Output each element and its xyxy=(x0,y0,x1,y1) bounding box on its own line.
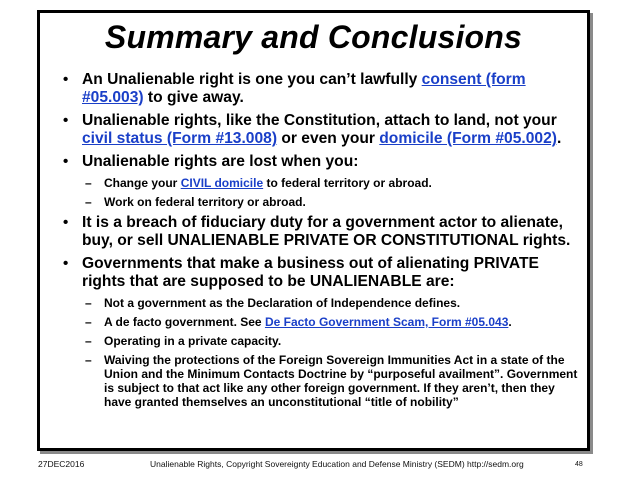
sub-waiving-protections: – Waiving the protections of the Foreign Sovereign Immunities Act in a state of the Union and the Minimum Contacts Doctrine by “purposeful availment”. Government is subject to that act like any other foreign government. If they aren’t, then they have granted themselves an unconstitutional “title of nobility” xyxy=(58,353,578,409)
sub-not-government: – Not a government as the Declaration of Independence defines. xyxy=(58,296,578,310)
slide-frame xyxy=(37,10,590,451)
de-facto-scam-link[interactable]: De Facto Government Scam, Form #05.043 xyxy=(264,315,509,329)
bullet-text: An Unalienable right is one you can’t lawfully xyxy=(82,71,422,88)
bullet-governments-business: • Governments that make a business out of alienating PRIVATE rights that are supposed to be UNALIENABLE are: xyxy=(58,255,578,291)
slide-content xyxy=(58,71,578,414)
domicile-form-link[interactable]: domicile (Form #05.002) xyxy=(379,130,557,147)
bullet-rights-lost: • Unalienable rights are lost when you: xyxy=(58,153,578,171)
consent-form-link[interactable]: consent (form #05.003) xyxy=(82,71,526,106)
bullet-unalienable-consent xyxy=(58,71,578,107)
sub-work-federal: – Work on federal territory or abroad. xyxy=(58,195,578,209)
bullet-text: Unalienable rights, like the Constitution, attach to land, not your xyxy=(82,112,557,129)
bullet-attach-to-land xyxy=(58,112,578,148)
sub-text: to federal territory or abroad. xyxy=(263,176,432,190)
slide-title: Summary and Conclusions xyxy=(104,19,523,55)
bullet-text: to give away. xyxy=(143,89,244,106)
sub-text: . xyxy=(508,315,512,329)
footer-copyright: Unalienable Rights, Copyright Sovereignty Education and Defense Ministry (SEDM) http://sedm.org xyxy=(150,459,524,469)
sub-private-capacity: – Operating in a private capacity. xyxy=(58,334,578,348)
bullet-text: . xyxy=(556,130,562,147)
bullet-fiduciary-duty: • It is a breach of fiduciary duty for a government actor to alienate, buy, or sell UNALIENABLE PRIVATE OR CONSTITUTIONAL rights. xyxy=(58,214,578,250)
civil-status-link[interactable]: civil status (Form #13.008) xyxy=(82,130,278,147)
sub-text: A de facto government. See xyxy=(104,315,265,329)
footer-date: 27DEC2016 xyxy=(38,459,85,469)
bullet-text: or even your xyxy=(277,130,380,147)
sub-de-facto xyxy=(58,315,578,329)
sub-text: Change your xyxy=(104,176,181,190)
page-number: 48 xyxy=(575,461,583,468)
civil-domicile-link[interactable]: CIVIL domicile xyxy=(180,176,264,190)
sub-change-domicile xyxy=(58,176,578,190)
